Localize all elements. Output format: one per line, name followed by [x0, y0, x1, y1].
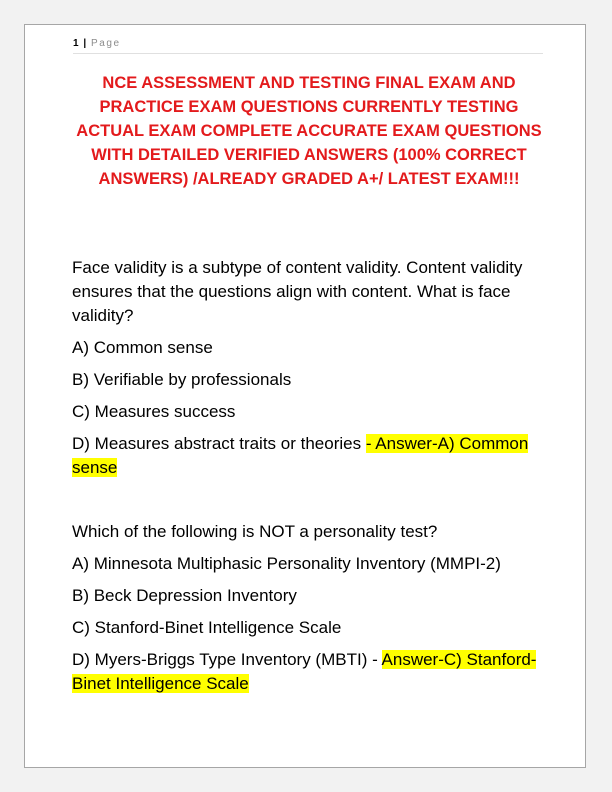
option-d — [72, 432, 552, 480]
question-stem: Which of the following is NOT a personality test? — [72, 522, 438, 541]
answer-highlight: Answer-C) Stanford-Binet Intelligence Scale — [72, 650, 537, 693]
header-separator: | — [83, 38, 87, 49]
option-d-text: D) Measures abstract traits or theories — [72, 434, 366, 453]
page-label: Page — [90, 38, 121, 49]
option-a: A) Minnesota Multiphasic Personality Inventory (MMPI-2) — [72, 554, 501, 573]
question-block — [72, 520, 552, 696]
option-c: C) Measures success — [72, 402, 236, 421]
page-number: 1 — [73, 38, 79, 49]
option-d — [72, 648, 552, 696]
option-d-text: D) Myers-Briggs Type Inventory (MBTI) - — [72, 650, 382, 669]
page-header — [73, 37, 543, 54]
document-title: NCE ASSESSMENT AND TESTING FINAL EXAM AND PRACTICE EXAM QUESTIONS CURRENTLY TESTING ACTUAL EXAM COMPLETE ACCURATE EXAM QUESTIONS WITH DETAILED VERIFIED ANSWERS (100% CORRECT ANSWERS) /ALREADY GRADED A+/ LATEST EXAM!!! — [76, 74, 542, 188]
option-b: B) Verifiable by professionals — [72, 370, 292, 389]
question-stem: Face validity is a subtype of content validity. Content validity ensures that the questions align with content. What is face validity? — [72, 258, 523, 325]
option-c: C) Stanford-Binet Intelligence Scale — [72, 618, 342, 637]
question-block — [72, 256, 552, 480]
option-a: A) Common sense — [72, 338, 213, 357]
option-b: B) Beck Depression Inventory — [72, 586, 297, 605]
document-page — [24, 24, 586, 768]
answer-highlight: - Answer-A) Common sense — [72, 434, 529, 477]
